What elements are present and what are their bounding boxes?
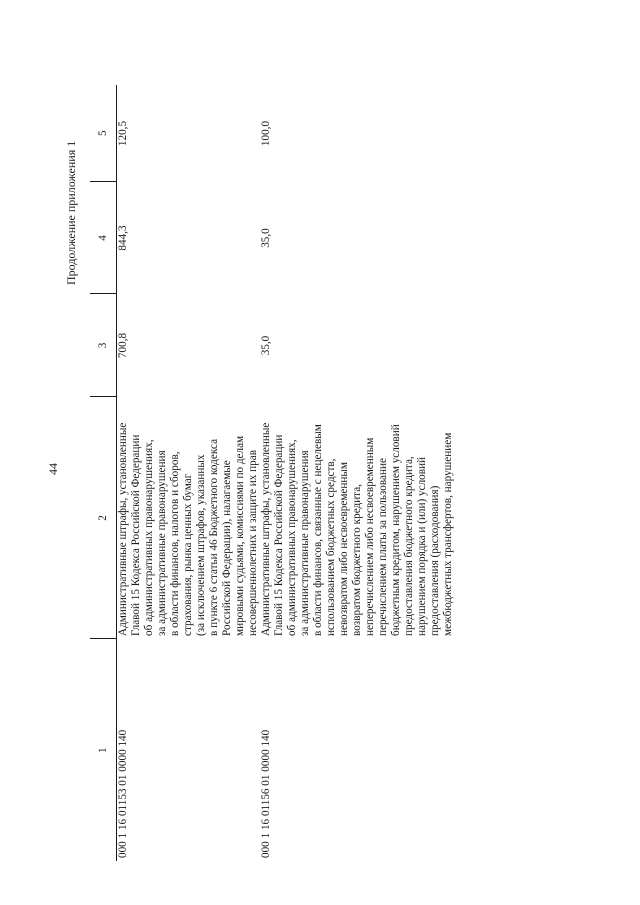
page-number: 44 [46,463,60,475]
column-number: 2 [90,397,117,639]
description-line: в пункте 6 статьи 46 Бюджетного кодекса [208,438,220,636]
description-line: межбюджетных трансфертов, нарушением [442,432,454,636]
description-line: Главой 15 Кодекса Российской Федерации [273,434,285,636]
description-line: в области финансов, связанные с нецелевым [312,424,324,636]
description-line: в области финансов, налогов и сборов, [169,451,181,636]
column-number-row [90,85,117,861]
value-col3: 700,8 [117,332,129,359]
column-number: 3 [90,294,117,397]
budget-code: 000 1 16 01156 01 0000 140 [260,729,272,858]
description-line: Административные штрафы, установленные [117,422,129,636]
description-line: перечислением платы за пользование [377,458,389,636]
description-line: за административные правонарушения [299,450,311,636]
revenue-table [90,85,455,861]
description-line: Российской Федерации), налагаемые [221,460,233,636]
table-row [117,85,261,861]
description-line: об административных правонарушениях, [286,439,298,636]
description-line: нарушением порядка и (или) условий [416,456,428,636]
value-col5: 100,0 [260,120,272,147]
appendix-caption: Продолжение приложения 1 [64,140,78,285]
description-line: предоставления бюджетного кредита, [403,456,415,636]
column-number: 5 [90,85,117,182]
description-line: неперечислением либо несвоевременным [364,437,376,636]
revenue-description [260,397,455,639]
description-line: невозвратом либо несвоевременным [338,462,350,636]
description-line: Главой 15 Кодекса Российской Федерации [130,434,142,636]
budget-code: 000 1 16 01153 01 0000 140 [117,729,129,858]
description-line: страхования, рынка ценных бумаг [182,473,194,636]
description-line: несовершеннолетних и защите их прав [247,450,259,636]
value-col5: 120,5 [117,120,129,147]
description-line: предоставления (расходования) [429,485,441,636]
description-line: использованием бюджетных средств, [325,458,337,636]
description-line: за административные правонарушения [156,450,168,636]
value-col4: 844,3 [117,225,129,251]
description-line: мировыми судьями, комиссиями по делам [234,435,246,636]
column-number: 1 [90,639,117,861]
revenue-description [117,397,261,639]
description-line: возвратом бюджетного кредита, [351,484,363,636]
column-number: 4 [90,182,117,294]
description-line: бюджетным кредитом, нарушением условий [390,424,402,636]
description-line: Административные штрафы, установленные [260,422,272,636]
value-col4: 35,0 [260,228,272,248]
description-line: (за исключением штрафов, указанных [195,454,207,636]
value-col3: 35,0 [260,335,272,356]
table-row [260,85,455,861]
description-line: об административных правонарушениях, [143,439,155,636]
